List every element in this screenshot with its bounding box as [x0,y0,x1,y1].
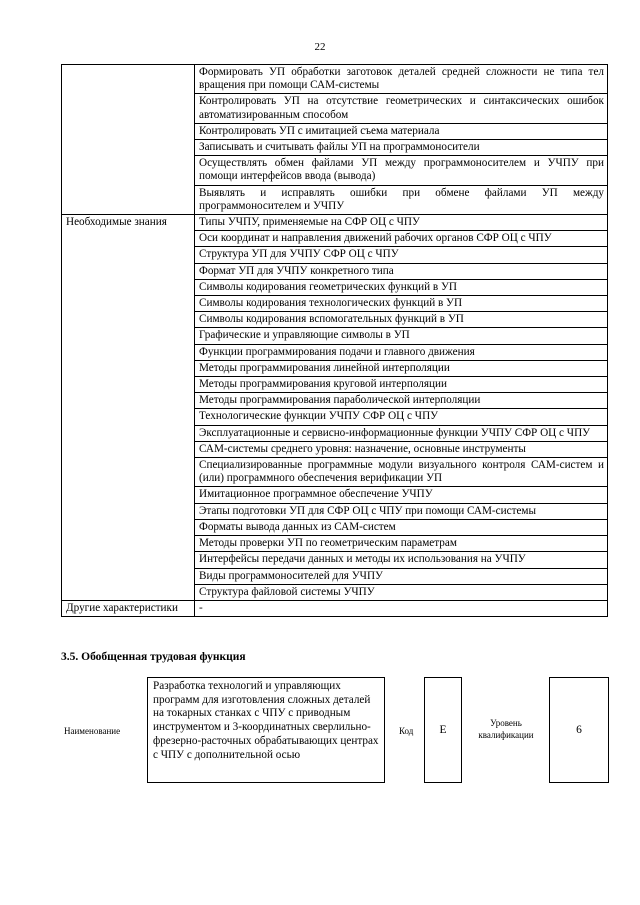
row-value-cell: Методы программирования параболической интерполяции [195,393,608,409]
row-value-cell: - [195,600,608,616]
name-value: Разработка технологий и управляющих программ для изготовления сложных деталей на токарных станках с ЧПУ с приводным инструментом и 3-координатных сверлильно-фрезерно-расточных обрабатывающих центрах с ЧПУ с дополнительной осью [147,677,385,783]
row-value-cell: Интерфейсы передачи данных и методы их использования на УЧПУ [195,552,608,568]
row-label-cell: Необходимые знания [62,215,195,601]
level-label: Уровень квалификации [478,718,534,740]
row-value-cell: Формировать УП обработки заготовок деталей средней сложности не типа тел вращения при помощи САМ-системы [195,65,608,94]
row-value-cell: Символы кодирования вспомогательных функций в УП [195,312,608,328]
row-value-cell: Технологические функции УЧПУ СФР ОЦ с ЧПУ [195,409,608,425]
row-value-cell: Контролировать УП с имитацией съема материала [195,123,608,139]
row-value-cell: Виды программоносителей для УЧПУ [195,568,608,584]
row-value-cell: Выявлять и исправлять ошибки при обмене файлами УП между программоносителем и УЧПУ [195,185,608,214]
section-title: 3.5. Обобщенная трудовая функция [61,651,246,663]
row-value-cell: САМ-системы среднего уровня: назначение, основные инструменты [195,441,608,457]
row-value-cell: Эксплуатационные и сервисно-информационные функции УЧПУ СФР ОЦ с ЧПУ [195,425,608,441]
row-value-cell: Записывать и считывать файлы УП на программоносители [195,140,608,156]
table-row [62,600,608,616]
name-label: Наименование [64,726,121,736]
row-value-cell: Методы проверки УП по геометрическим параметрам [195,536,608,552]
row-value-cell: Контролировать УП на отсутствие геометрических и синтаксических ошибок автоматизированным способом [195,94,608,123]
row-value-cell: Специализированные программные модули визуального контроля САМ-систем и (или) программного обеспечения верификации УП [195,458,608,487]
row-value-cell: Структура файловой системы УЧПУ [195,584,608,600]
row-label-cell [62,65,195,215]
row-label-cell: Другие характеристики [62,600,195,616]
code-value: Е [424,677,462,783]
level-value: 6 [549,677,609,783]
row-value-cell: Формат УП для УЧПУ конкретного типа [195,263,608,279]
row-value-cell: Графические и управляющие символы в УП [195,328,608,344]
row-value-cell: Типы УЧПУ, применяемые на СФР ОЦ с ЧПУ [195,215,608,231]
row-value-cell: Оси координат и направления движений рабочих органов СФР ОЦ с ЧПУ [195,231,608,247]
row-value-cell: Форматы вывода данных из САМ-систем [195,519,608,535]
competency-table-body [62,65,608,617]
row-value-cell: Символы кодирования геометрических функций в УП [195,279,608,295]
page-number: 22 [314,41,326,53]
row-value-cell: Методы программирования круговой интерполяции [195,377,608,393]
row-value-cell: Этапы подготовки УП для СФР ОЦ с ЧПУ при помощи САМ-системы [195,503,608,519]
row-value-cell: Функции программирования подачи и главного движения [195,344,608,360]
code-label: Код [399,726,414,736]
row-value-cell: Осуществлять обмен файлами УП между программоносителем и УЧПУ при помощи интерфейсов ввода (вывода) [195,156,608,185]
row-value-cell: Методы программирования линейной интерполяции [195,360,608,376]
table-row [62,65,608,94]
competency-table [61,64,608,617]
row-value-cell: Структура УП для УЧПУ СФР ОЦ с ЧПУ [195,247,608,263]
row-value-cell: Имитационное программное обеспечение УЧПУ [195,487,608,503]
row-value-cell: Символы кодирования технологических функций в УП [195,296,608,312]
table-row [62,215,608,231]
